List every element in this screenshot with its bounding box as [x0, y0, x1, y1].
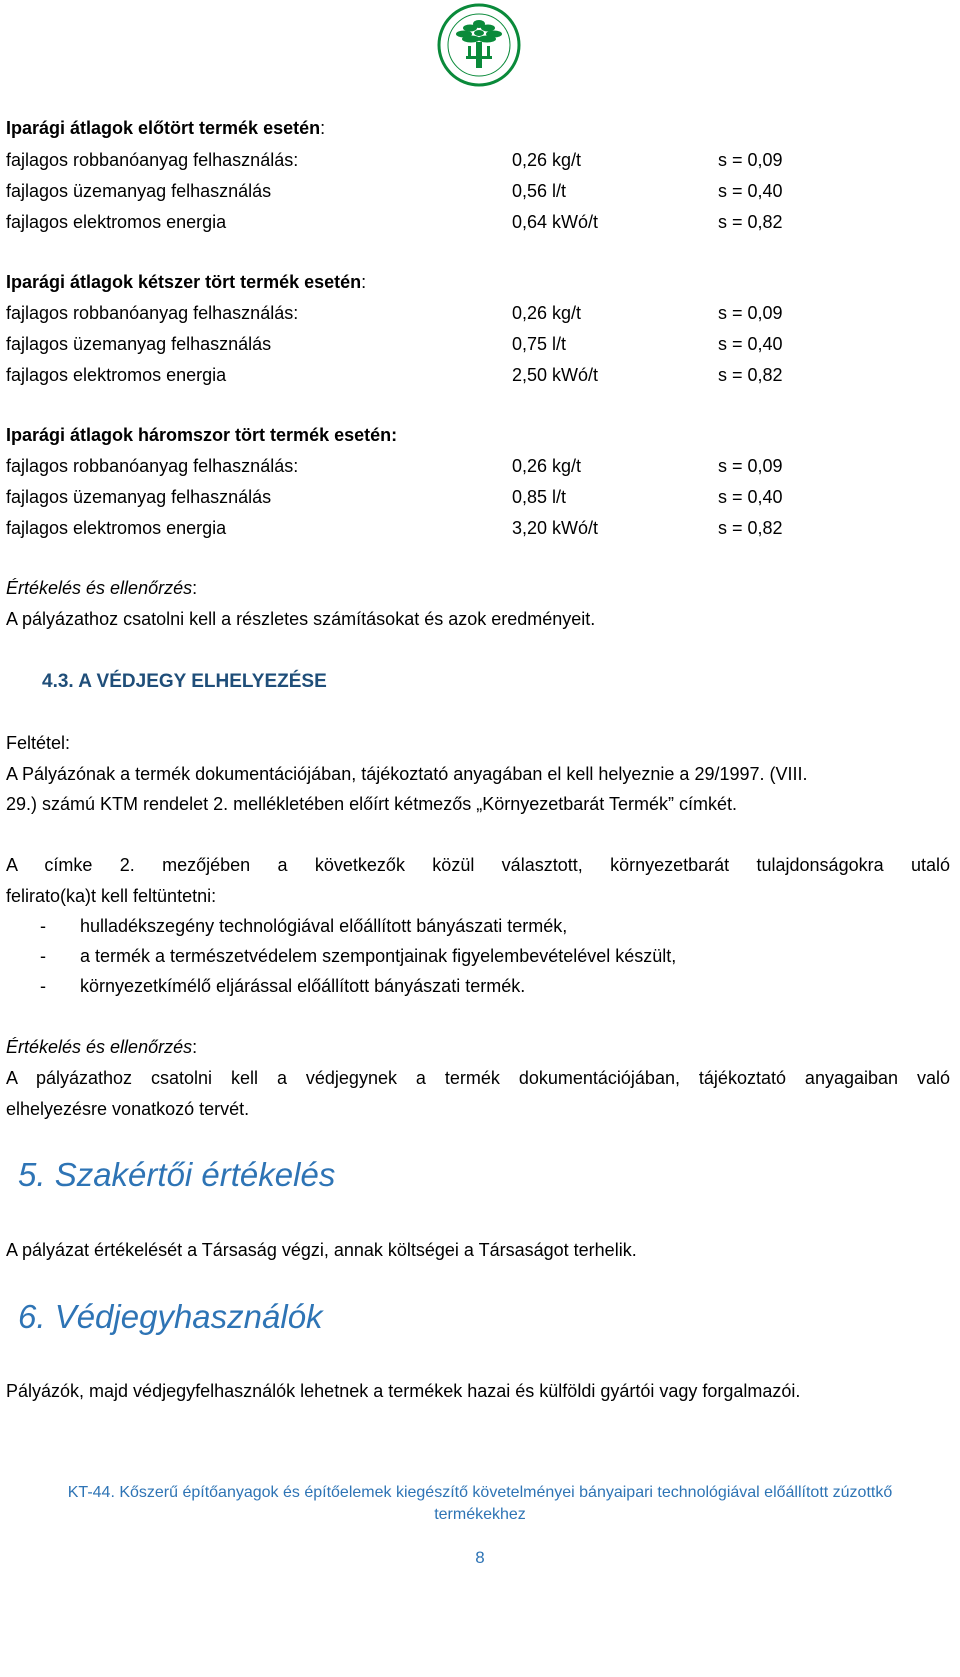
label-field-line-1: A címke 2. mezőjében a következők közül választott, környezetbarát tulajdonságokra utaló	[6, 855, 950, 875]
condition-label: Feltétel:	[6, 733, 71, 753]
eval-1-label-suffix: :	[192, 578, 198, 598]
condition-line-2: 29.) számú KTM rendelet 2. mellékletében előírt kétmezős „Környezetbarát Termék” címkét.	[6, 794, 737, 814]
group-1-row-1-label: fajlagos robbanóanyag felhasználás:	[6, 150, 299, 170]
bullet-dash-1: -	[40, 916, 46, 936]
group-3-row-3-s: s = 0,82	[718, 518, 783, 538]
group-3-row-2-value: 0,85 l/t	[512, 487, 567, 507]
eval-2-label	[6, 1037, 197, 1058]
group-2-row-3-label: fajlagos elektromos energia	[6, 365, 227, 385]
group-2-row-1-value: 0,26 kg/t	[512, 303, 582, 323]
group-1-heading	[6, 118, 325, 139]
group-1-heading-bold: Iparági átlagok előtört termék esetén	[6, 118, 321, 138]
eval-1-label-italic: Értékelés és ellenőrzés	[6, 578, 193, 598]
group-1-row-2-value: 0,56 l/t	[512, 181, 567, 201]
eval-2-line-2: elhelyezésre vonatkozó tervét.	[6, 1099, 250, 1119]
group-3-row-1-s: s = 0,09	[718, 456, 783, 476]
group-2-row-2-value: 0,75 l/t	[512, 334, 567, 354]
group-1-row-3-label: fajlagos elektromos energia	[6, 212, 227, 232]
group-1-row-3-s: s = 0,82	[718, 212, 783, 232]
group-3-row-2-label: fajlagos üzemanyag felhasználás	[6, 487, 272, 507]
group-2-row-3-s: s = 0,82	[718, 365, 783, 385]
group-1-row-2-s: s = 0,40	[718, 181, 783, 201]
group-3-heading-bold: Iparági átlagok háromszor tört termék esetén:	[6, 425, 398, 445]
group-2-heading	[6, 272, 366, 293]
group-3-row-2-s: s = 0,40	[718, 487, 783, 507]
eco-label-logo	[436, 2, 522, 88]
eval-2-label-italic: Értékelés és ellenőrzés	[6, 1037, 193, 1057]
group-3-row-1-label: fajlagos robbanóanyag felhasználás:	[6, 456, 299, 476]
section-5-title: 5. Szakértői értékelés	[18, 1156, 336, 1193]
page-number: 8	[475, 1548, 485, 1567]
footer-line-1: KT-44. Kőszerű építőanyagok és építőelemek kiegészítő követelményei bányaipari technológiával előállított zúzottkő	[67, 1484, 893, 1501]
bullet-item-3: környezetkímélő eljárással előállított bányászati termék.	[80, 976, 526, 996]
bullet-dash-3: -	[40, 976, 46, 996]
group-1-row-1-value: 0,26 kg/t	[512, 150, 582, 170]
group-2-heading-suffix: :	[361, 272, 367, 292]
label-field-line-2: felirato(ka)t kell feltüntetni:	[6, 886, 217, 906]
group-1-row-2-label: fajlagos üzemanyag felhasználás	[6, 181, 272, 201]
group-3-row-1-value: 0,26 kg/t	[512, 456, 582, 476]
section-5-text: A pályázat értékelését a Társaság végzi, annak költségei a Társaságot terhelik.	[6, 1240, 637, 1260]
group-2-heading-bold: Iparági átlagok kétszer tört termék esetén	[6, 272, 362, 292]
footer-line-2: termékekhez	[434, 1506, 526, 1523]
eval-2-line-1: A pályázathoz csatolni kell a védjegynek a termék dokumentációjában, tájékoztató anyagaiban való	[6, 1068, 950, 1088]
bullet-dash-2: -	[40, 946, 46, 966]
group-2-row-2-label: fajlagos üzemanyag felhasználás	[6, 334, 272, 354]
group-2-row-1-label: fajlagos robbanóanyag felhasználás:	[6, 303, 299, 323]
group-1-row-1-s: s = 0,09	[718, 150, 783, 170]
group-2-row-3-value: 2,50 kWó/t	[512, 365, 599, 385]
bullet-item-1: hulladékszegény technológiával előállított bányászati termék,	[80, 916, 568, 936]
group-3-row-3-value: 3,20 kWó/t	[512, 518, 599, 538]
section-6-title: 6. Védjegyhasználók	[18, 1298, 323, 1335]
section-4-3-title: 4.3. A VÉDJEGY ELHELYEZÉSE	[42, 671, 327, 692]
group-1-row-3-value: 0,64 kWó/t	[512, 212, 599, 232]
eval-1-label	[6, 578, 197, 599]
group-3-heading	[6, 425, 397, 446]
eval-2-label-suffix: :	[192, 1037, 198, 1057]
bullet-item-2: a termék a természetvédelem szempontjainak figyelembevételével készült,	[80, 946, 677, 966]
eval-1-text: A pályázathoz csatolni kell a részletes számításokat és azok eredményeit.	[6, 609, 596, 629]
group-2-row-1-s: s = 0,09	[718, 303, 783, 323]
eco-label-tree-icon	[436, 2, 522, 88]
group-1-heading-suffix: :	[320, 118, 326, 138]
section-6-text: Pályázók, majd védjegyfelhasználók lehetnek a termékek hazai és külföldi gyártói vagy forgalmazói.	[6, 1381, 801, 1401]
group-2-row-2-s: s = 0,40	[718, 334, 783, 354]
group-3-row-3-label: fajlagos elektromos energia	[6, 518, 227, 538]
condition-line-1: A Pályázónak a termék dokumentációjában, tájékoztató anyagában el kell helyeznie a 29/1997. (VIII.	[6, 764, 808, 784]
